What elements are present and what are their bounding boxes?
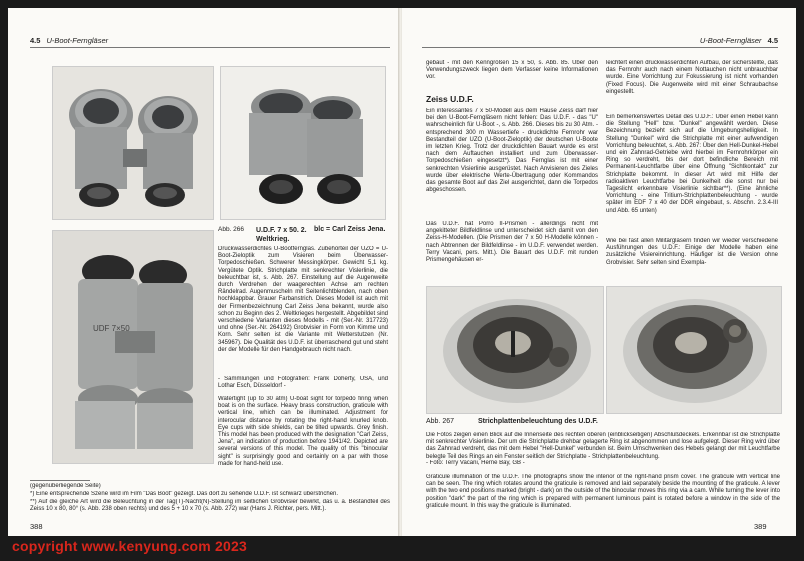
left-page-number: 388: [30, 522, 43, 531]
graticule-photo-right: [606, 286, 782, 414]
fig-267-english: Graticule illumination of the U.D.F. The photographs show the interior of the right-hand prism cover. The graticule with vertical line can be seen. The ring which rotates around the graticule is removed and laid separately beside the mounting of the graticule. A lever with the two end positions marked (bright - dark) on the outside of the binocular moves this ring via a cam. While turning the lever into position "dark" the part of the ring which is prepared with permanent luminous paint is rotated before a window in the side of the graticule mount. In this way the graticule is illuminated.: [426, 474, 780, 509]
left-running-header: 4.5 U-Boot-Ferngläser: [30, 36, 109, 45]
col1-intro: gebaut - mit den Kenngrößen 15 x 50, s. Abb. 85. Über den Verwendungszweck liegen dem Verfasser keine Informationen vor.: [426, 60, 598, 81]
left-german-description: Druckwasserdichtes U-Bootfernglas. Zubehörteil der UZO = U-Boot-Zieloptik zum Visieren beim Überwasser-Torpedoschießen. Schwerer Messingkörper. Gewicht 5,1 kg. Vergütete Optik. Strichplatte mit senkrechter Vislerlinie, die beleuchtbar ist, s. Abb. 267. Einstellung auf die Augenweite durch Verdrehen der waagerechten Achse am rechten Rändelrad. Augenmuscheln mit Seitenlichtblenden, nach oben hochklappbar. Grauer Farbanstrich. Dieses Modell ist auch mit der Firmenbezeichnung Carl Zeiss Jena bekannt, wurde also schon zu Beginn des 2. Weltkrieges hergestellt. Abgebildet sind verschiedene Varianten dieses Modells - mit (Ser.-Nr. 317723) und ohne (Ser.-Nr. 264192) Grobvisier in Form von Kimme und Korn. Sehr selten ist die Variante mit Wetterstutzen (Nr. 345967). Die Qualität des U.D.F. ist überraschend gut und steht der der Modelle für den Handgebrauch nicht nach.: [218, 246, 388, 353]
footnote-1: *) Eine entsprechende Szene wird im Film "Das Boot" gezeigt. Das dort zu sehende U.D.F. ist schwarz überstrichen.: [30, 491, 339, 497]
right-running-header: U-Boot-Ferngläser 4.5: [699, 36, 778, 45]
graticule-photo-left: [426, 286, 604, 414]
left-page: [8, 8, 400, 536]
section-heading: Zeiss U.D.F.: [426, 94, 474, 104]
col2-body-3: Wie bei fast allen Militärgläsern finden wir wieder verschiedene Ausführungen des U.D.F.: Einige der Modelle haben eine zusätzliche Visiereinrichtung. Häufiger ist die Version ohne Grobvisier. Sehr selten sind Exempla-: [606, 238, 778, 266]
fig-267-german: Die Fotos zeigen einen Blick auf die Innenseite des rechten oberen (einblickseitigen) Abschlußdeckels. Erkennbar ist die Strichplatte mit senkrechter Visierlinie. Der um die Strichplatte drehbar gelagerte Ring ist abgenommen und lose aufgelegt. Dieser Ring wird über das Zahnrad verdreht, das mit dem Hebel "Hell-Dunkel" verbunden ist. Beim Umschwenken des Hebels gelangt der mit Leuchtfarbe belegte Teil des Rings an ein Fenster seitlich der Strichplatte - Strichplattenbeleuchtung.: [426, 432, 780, 460]
col1-body: Ein interessantes 7 x 50-Modell aus dem Hause Zeiss darf hier bei den U-Boot-Ferngläsern nicht fehlen: Das U.D.F. - das "U" wahrscheinlich für U-Boot -, s. Abb. 266. Dieses bis zu 30 Atm. - entsprechend 300 m Wassertiefe - druckdichte Fernrohr war Bestandteil der UZO (U-Boot-Zieloptik) der deutschen U-Boote im letzten Krieg. Trotz der druckdichten Bauart wurde es erst nach dem Auftauchen installiert und zum Überwasser-Torpedoschießen eingesetzt*). Das Fernglas ist mit einer senkrechten Visierlinie ausgerüstet. Nach Anvisieren des Zieles wurde über elektrische Werte-Übertragung oder Kommandos das gesamte Boot auf das Ziel ausgerichtet, dann die Torpedos abgeschossen.: [426, 108, 598, 194]
fig-266-label: Abb. 266: [218, 226, 245, 233]
binocular-photo-tall: [52, 230, 214, 464]
left-english-description: Watertight (up to 30 atm) U-boat sight for torpedo firing when boat is on the surface. Heavy brass construction, graticule with vertical line, which can be illuminated. Adjustment for interocular distance by rotating the right-hand knurled knob. Eye cups with side shields, can be tilted upwards. Grey finish. This model has been produced with the designation "Carl Zeiss, Jena", an indication of production before 1941/42. Depicted are several versions of this model. The quality of this "binocular sight" is surprisingly good and certainly on a par with those made for hand-held use.: [218, 396, 388, 467]
header-rule: [30, 47, 390, 48]
binocular-photo-right: [220, 66, 386, 220]
fig-266-caption-maker: blc = Carl Zeiss Jena.: [314, 226, 386, 233]
fig-267-label: Abb. 267: [426, 418, 455, 425]
right-page: [402, 8, 796, 536]
col1-body-2: Das U.D.F. hat Porro II-Prismen - allerdings nicht mit angekitteter Bildfeldlinse und unterscheidet sich damit von den Zeiss-H-Modellen. (Die Prismen der 7 x 50 H-Modelle können - nach Abtrennen der Bildfeldlinse - im U.D.F. verwendet werden. Terry Vacani, pers. Mitt.). Die Bauart des U.D.F. mit runden Prismengehäusen er-: [426, 221, 598, 264]
copyright-watermark: copyright www.kenyung.com 2023: [12, 538, 247, 554]
fig-266-caption: U.D.F. 7 x 50. 2. Weltkrieg.: [256, 227, 307, 243]
svg-text:UDF 7×50: UDF 7×50: [93, 324, 130, 333]
binocular-photo-left: [52, 66, 214, 220]
left-credit: - Sammlungen und Fotografien: Frank Doherty, USA, und Lothar Esch, Düsseldorf -: [218, 376, 388, 390]
header-rule-right: [422, 47, 778, 48]
right-page-number: 389: [754, 522, 767, 531]
fig-267-credit: - Foto: Terry Vacani, Herne Bay, GB -: [426, 460, 525, 466]
footnote-2: **) Auf die gleiche Art wird die Beleuchtung in der Tag(T)-Nacht(N)-Stellung im seitlichen Grobvisier bewirkt, das u. a. Bestandteil des Zeiss 10 x 80, 80° (s. Abb. 238 oben rechts) und des 5 + 10 x 70 (s. Abb. 272) war (Hans J. Richter, pers. Mitt.).: [30, 499, 390, 513]
col2-body: leichtert einen druckwasserdichten Aufbau, der sicherstellte, daß das Fernrohr auch nach einem Nottauchen nicht unbrauchbar wurde. Eine Vorrichtung zur Fokussierung ist nicht vorhanden (Fixed Focus). Die Augenweite wird mit einer Schraubachse eingestellt.: [606, 60, 778, 95]
footnote-rule: [30, 480, 90, 481]
footnote-title: (gegenüberliegende Seite): [30, 483, 101, 489]
fig-267-caption: Strichplattenbeleuchtung des U.D.F.: [478, 418, 598, 425]
col2-body-2: Ein bemerkenswertes Detail des U.D.F.: Über einen Hebel kann die Stellung "Hell" bzw. "Dunkel" angewählt werden. Diese Bezeichnung bezieht sich auf die Umgebungshelligkeit. In Stellung "Dunkel" wird die Strichplatte mit einer aufwendigen Vorrichtung beleuchtet, s. Abb. 267: Über den Hell-Dunkel-Hebel und ein Zahnrad-Getriebe wird hierbei im Fernrohrkörper ein Ring so verdreht, bis der dort befindliche Bereich mit Permanent-Leuchtfarbe über eine Öffnung "Sichtkontakt" zur Strichplatte bekommt. In dieser Art wird mit Hilfe der radioaktiven Leuchtfarbe bei Dunkelheit die sonst nur bei Tageslicht erkennbare Visierlinie sichtbar**). (Eine ähnliche Vorrichtung - eine Tritium-Strichplattenbeleuchtung - wurde später im EDF 7 x 40 der DDR eingebaut, s. Abschn. 2.3.4-III und Abb. 65 unten): [606, 114, 778, 214]
